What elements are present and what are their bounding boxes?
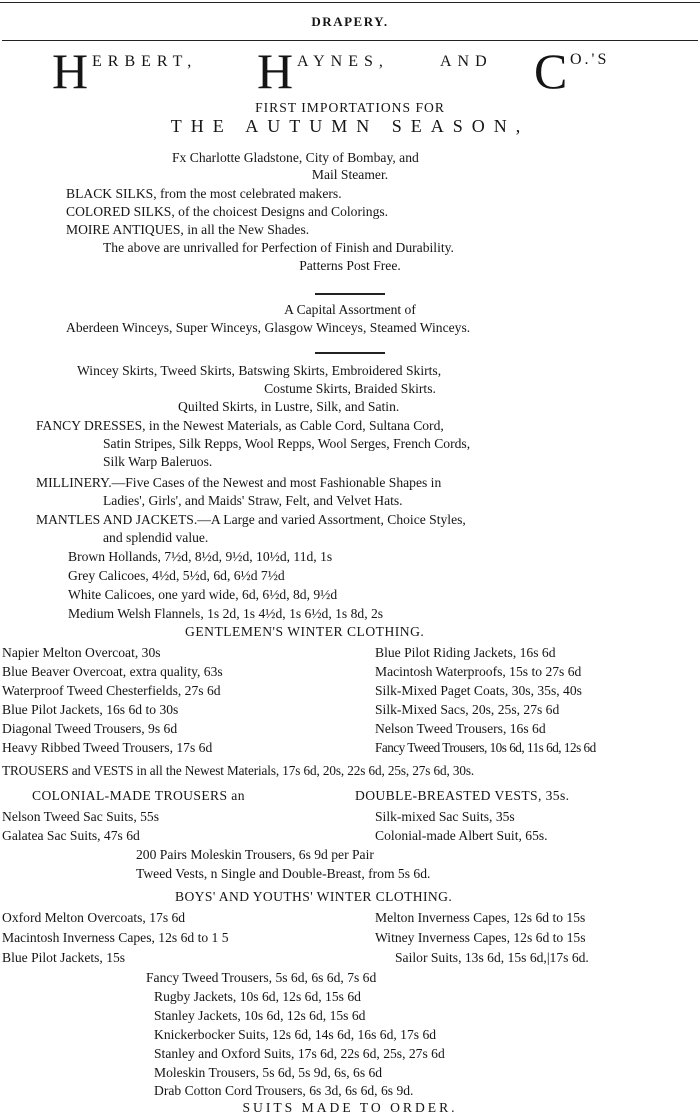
skirts-line-1: Wincey Skirts, Tweed Skirts, Batswing Skirts, Embroidered Skirts, bbox=[77, 363, 442, 378]
boys-right-2: Witney Inverness Capes, 12s 6d to 15s bbox=[375, 930, 586, 945]
top-rule bbox=[0, 2, 700, 3]
intro-line-1: FIRST IMPORTATIONS FOR bbox=[255, 100, 445, 115]
title-and: AND bbox=[440, 53, 493, 70]
gents-right-4: Silk-Mixed Sacs, 20s, 25s, 27s 6d bbox=[375, 702, 560, 717]
advertiser-title bbox=[52, 43, 672, 99]
winceys-line-2: Aberdeen Winceys, Super Winceys, Glasgow Winceys, Steamed Winceys. bbox=[66, 320, 471, 335]
divider-1 bbox=[315, 293, 385, 295]
silks-line-3: MOIRE ANTIQUES, in all the New Shades. bbox=[66, 222, 310, 237]
calicoes-line-3: White Calicoes, one yard wide, 6d, 6½d, 8d, 9½d bbox=[68, 587, 338, 602]
gents-right-3: Silk-Mixed Paget Coats, 30s, 35s, 40s bbox=[375, 683, 582, 698]
intro-line-2: THE AUTUMN SEASON, bbox=[170, 116, 530, 136]
silks-line-5: Patterns Post Free. bbox=[299, 258, 401, 273]
divider-2 bbox=[315, 352, 385, 354]
gents-left-3: Waterproof Tweed Chesterfields, 27s 6d bbox=[2, 683, 221, 698]
moleskin-line-2: Tweed Vests, n Single and Double-Breast, from 5s 6d. bbox=[136, 866, 431, 881]
suits-right-1: Silk-mixed Sac Suits, 35s bbox=[375, 809, 515, 824]
title-initial-h2: H bbox=[257, 43, 294, 99]
gents-left-4: Blue Pilot Jackets, 16s 6d to 30s bbox=[2, 702, 179, 717]
silks-line-1: BLACK SILKS, from the most celebrated makers. bbox=[66, 186, 342, 201]
gents-left-2: Blue Beaver Overcoat, extra quality, 63s bbox=[2, 664, 223, 679]
boys-list-5: Stanley and Oxford Suits, 17s 6d, 22s 6d, 25s, 27s 6d bbox=[154, 1046, 445, 1061]
silks-line-2: COLORED SILKS, of the choicest Designs and Colorings. bbox=[66, 204, 389, 219]
mantles-line-2: and splendid value. bbox=[103, 530, 209, 545]
skirts-line-3: Quilted Skirts, in Lustre, Silk, and Satin. bbox=[178, 399, 400, 414]
section-header: DRAPERY. bbox=[311, 14, 389, 29]
gents-heading: GENTLEMEN'S WINTER CLOTHING. bbox=[185, 624, 425, 639]
boys-right-1: Melton Inverness Capes, 12s 6d to 15s bbox=[375, 910, 586, 925]
gents-left-6: Heavy Ribbed Tweed Trousers, 17s 6d bbox=[2, 740, 213, 755]
boys-list-6: Moleskin Trousers, 5s 6d, 5s 9d, 6s, 6s 6d bbox=[154, 1065, 383, 1080]
boys-left-2: Macintosh Inverness Capes, 12s 6d to 1 5 bbox=[2, 930, 229, 945]
suits-left-2: Galatea Sac Suits, 47s 6d bbox=[2, 828, 140, 843]
intro-line-4: Mail Steamer. bbox=[311, 167, 389, 182]
boys-heading: BOYS' AND YOUTHS' WINTER CLOTHING. bbox=[175, 889, 453, 904]
suits-right-2: Colonial-made Albert Suit, 65s. bbox=[375, 828, 548, 843]
trousers-vests-line: TROUSERS and VESTS in all the Newest Materials, 17s 6d, 20s, 22s 6d, 25s, 27s 6d, 30s. bbox=[2, 763, 475, 778]
gents-left-1: Napier Melton Overcoat, 30s bbox=[2, 645, 161, 660]
boys-list-3: Stanley Jackets, 10s 6d, 12s 6d, 15s 6d bbox=[154, 1008, 366, 1023]
boys-left-3: Blue Pilot Jackets, 15s bbox=[2, 950, 126, 965]
boys-right-3: Sailor Suits, 13s 6d, 15s 6d,|17s 6d. bbox=[395, 950, 589, 965]
boys-list-1: Fancy Tweed Trousers, 5s 6d, 6s 6d, 7s 6d bbox=[146, 970, 377, 985]
title-initial-c: C bbox=[534, 43, 568, 99]
boys-list-2: Rugby Jackets, 10s 6d, 12s 6d, 15s 6d bbox=[154, 989, 361, 1004]
silks-line-4: The above are unrivalled for Perfection of Finish and Durability. bbox=[103, 240, 454, 255]
gents-right-6: Fancy Tweed Trousers, 10s 6d, 11s 6d, 12s 6d bbox=[375, 740, 596, 755]
winceys-line-1: A Capital Assortment of bbox=[284, 302, 416, 317]
boys-list-7: Drab Cotton Cord Trousers, 6s 3d, 6s 6d, 6s 9d. bbox=[154, 1083, 414, 1098]
gents-right-5: Nelson Tweed Trousers, 16s 6d bbox=[375, 721, 546, 736]
calicoes-line-4: Medium Welsh Flannels, 1s 2d, 1s 4½d, 1s 6½d, 1s 8d, 2s bbox=[68, 606, 384, 621]
footer-line: SUITS MADE TO ORDER. bbox=[242, 1100, 458, 1115]
boys-list-4: Knickerbocker Suits, 12s 6d, 14s 6d, 16s 6d, 17s 6d bbox=[154, 1027, 437, 1042]
title-herbert: ERBERT, bbox=[92, 53, 198, 70]
suits-left-1: Nelson Tweed Sac Suits, 55s bbox=[2, 809, 160, 824]
mantles-line-1: MANTLES AND JACKETS.—A Large and varied Assortment, Choice Styles, bbox=[36, 512, 466, 527]
title-initial-h1: H bbox=[52, 43, 89, 99]
millinery-line-1: MILLINERY.—Five Cases of the Newest and most Fashionable Shapes in bbox=[36, 475, 442, 490]
intro-line-3: Fx Charlotte Gladstone, City of Bombay, and bbox=[172, 150, 419, 165]
fancy-dresses-line-1: FANCY DRESSES, in the Newest Materials, as Cable Cord, Sultana Cord, bbox=[36, 418, 444, 433]
fancy-dresses-line-2: Satin Stripes, Silk Repps, Wool Repps, Wool Serges, French Cords, bbox=[103, 436, 471, 451]
skirts-line-2: Costume Skirts, Braided Skirts. bbox=[264, 381, 436, 396]
gents-left-5: Diagonal Tweed Trousers, 9s 6d bbox=[2, 721, 178, 736]
colonial-right: DOUBLE-BREASTED VESTS, 35s. bbox=[355, 788, 570, 803]
gents-right-1: Blue Pilot Riding Jackets, 16s 6d bbox=[375, 645, 556, 660]
title-haynes: AYNES, bbox=[297, 53, 389, 70]
boys-left-1: Oxford Melton Overcoats, 17s 6d bbox=[2, 910, 186, 925]
gents-right-2: Macintosh Waterproofs, 15s to 27s 6d bbox=[375, 664, 582, 679]
millinery-line-2: Ladies', Girls', and Maids' Straw, Felt, and Velvet Hats. bbox=[103, 493, 403, 508]
fancy-dresses-line-3: Silk Warp Baleruos. bbox=[103, 454, 213, 469]
moleskin-line-1: 200 Pairs Moleskin Trousers, 6s 9d per Pair bbox=[136, 847, 374, 862]
header-rule bbox=[2, 40, 698, 41]
calicoes-line-1: Brown Hollands, 7½d, 8½d, 9½d, 10½d, 11d, 1s bbox=[68, 549, 333, 564]
calicoes-line-2: Grey Calicoes, 4½d, 5½d, 6d, 6½d 7½d bbox=[68, 568, 285, 583]
colonial-left: COLONIAL-MADE TROUSERS an bbox=[32, 788, 245, 803]
title-cos: O.'S bbox=[570, 51, 610, 68]
